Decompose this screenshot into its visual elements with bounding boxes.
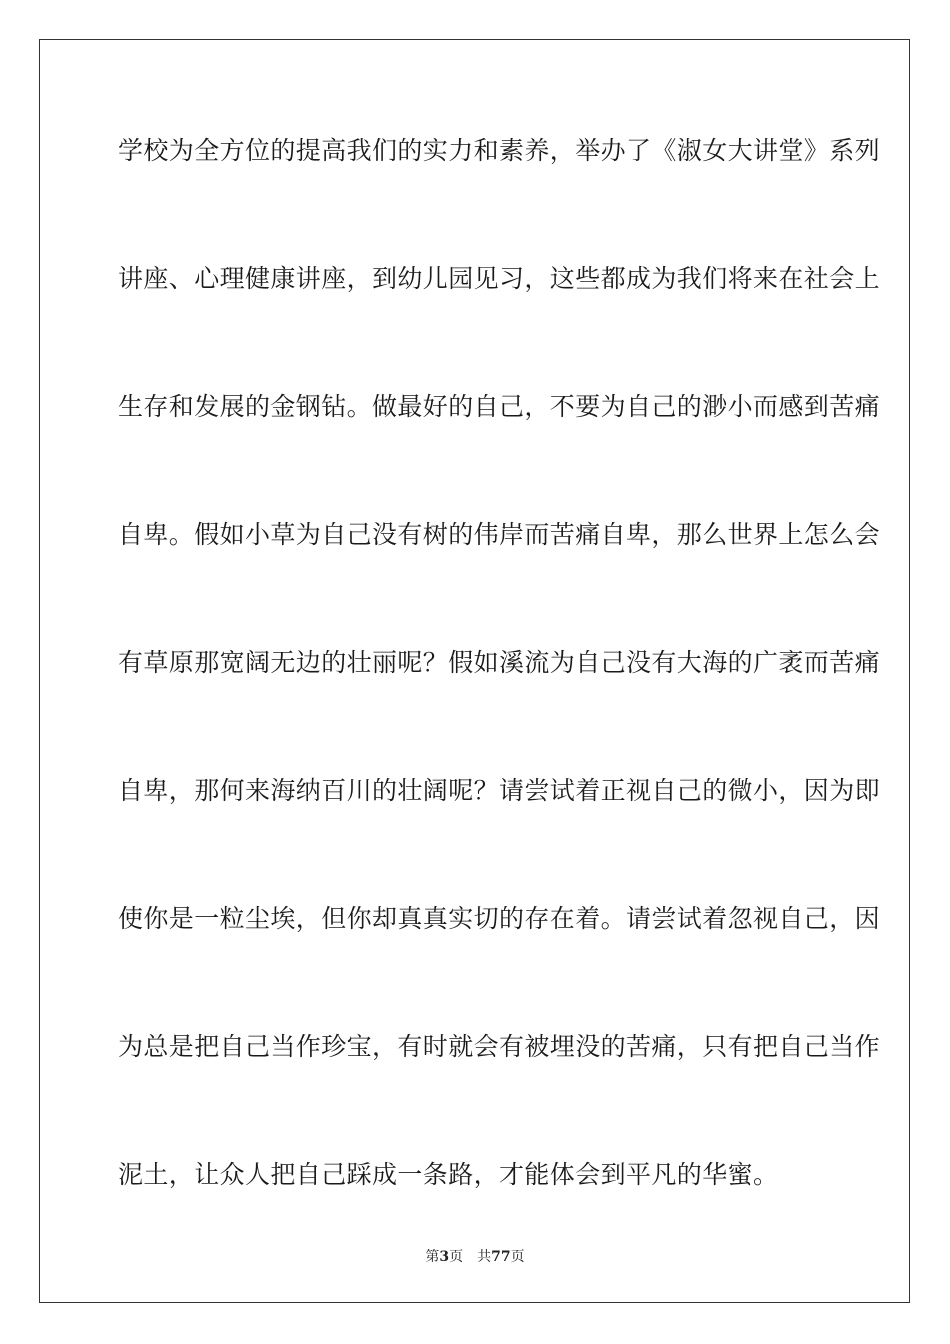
text-line: 使你是一粒尘埃，但你却真真实切的存在着。请尝试着忽视自己，因 [118,904,881,933]
total-pages-suffix: 页 [510,1249,525,1265]
page-number-prefix: 第 [425,1249,440,1265]
text-line: 自卑，那何来海纳百川的壮阔呢？请尝试着正视自己的微小，因为即 [118,776,881,805]
page-footer [0,1248,950,1266]
page-number-suffix: 页 [449,1249,464,1265]
text-line: 自卑。假如小草为自己没有树的伟岸而苦痛自卑，那么世界上怎么会 [118,520,881,549]
text-line: 为总是把自己当作珍宝，有时就会有被埋没的苦痛，只有把自己当作 [118,1032,881,1061]
text-line: 学校为全方位的提高我们的实力和素养，举办了《淑女大讲堂》系列 [118,136,881,165]
total-pages: 77 [491,1249,511,1265]
text-line: 生存和发展的金钢钻。做最好的自己，不要为自己的渺小而感到苦痛 [118,392,881,421]
total-pages-prefix: 共 [477,1249,492,1265]
page-number: 3 [439,1249,450,1265]
text-line: 泥土，让众人把自己踩成一条路，才能体会到平凡的华蜜。 [118,1160,779,1189]
document-body [118,128,881,1280]
text-line: 有草原那宽阔无边的壮丽呢？假如溪流为自己没有大海的广袤而苦痛 [118,648,881,677]
text-line: 讲座、心理健康讲座，到幼儿园见习，这些都成为我们将来在社会上 [118,264,881,293]
